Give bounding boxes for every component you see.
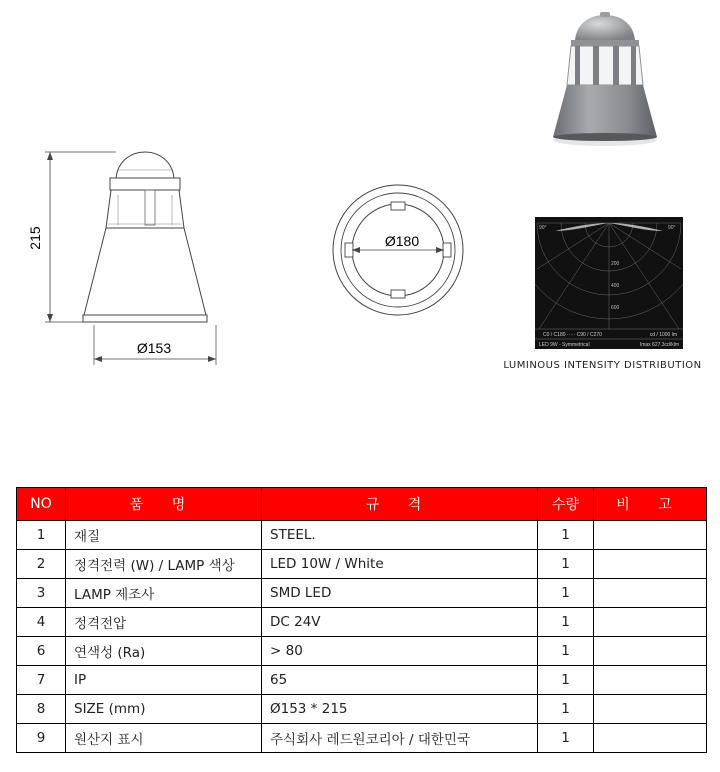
row-name: 정격전력 (W) / LAMP 색상: [66, 550, 262, 579]
row-no: 3: [17, 579, 66, 608]
row-qty: 1: [538, 550, 594, 579]
top-dimension: Ø180: [384, 233, 420, 249]
table-header-row: [17, 488, 707, 521]
row-no: 8: [17, 695, 66, 724]
header-qty: 수량: [538, 488, 594, 521]
row-note: [594, 550, 707, 579]
spec-table: [16, 487, 707, 753]
polar-intensity-diagram: [535, 217, 683, 349]
svg-text:90°: 90°: [539, 225, 547, 231]
side-elevation-drawing: [20, 140, 240, 370]
row-qty: 1: [538, 666, 594, 695]
row-note: [594, 724, 707, 753]
header-name: 품 명: [66, 488, 262, 521]
row-name: IP: [66, 666, 262, 695]
row-note: [594, 579, 707, 608]
row-name: 연색성 (Ra): [66, 637, 262, 666]
table-row: [17, 521, 707, 550]
width-dimension: Ø153: [136, 340, 172, 356]
row-no: 6: [17, 637, 66, 666]
top-view-drawing: [325, 178, 475, 328]
header-no: NO: [17, 488, 66, 521]
table-row: [17, 550, 707, 579]
row-qty: 1: [538, 608, 594, 637]
row-qty: 1: [538, 637, 594, 666]
row-no: 9: [17, 724, 66, 753]
row-note: [594, 608, 707, 637]
svg-text:600: 600: [611, 305, 620, 311]
row-qty: 1: [538, 695, 594, 724]
polar-legend: C0 / C180 ····· C90 / C270: [543, 332, 602, 338]
row-name: 정격전압: [66, 608, 262, 637]
row-no: 2: [17, 550, 66, 579]
row-qty: 1: [538, 724, 594, 753]
row-note: [594, 637, 707, 666]
row-spec: 65: [262, 666, 538, 695]
row-name: 원산지 표시: [66, 724, 262, 753]
polar-units: cd / 1000 lm: [649, 332, 677, 338]
row-note: [594, 666, 707, 695]
polar-footer-left: LED 9W - Symmetrical: [539, 342, 590, 348]
row-spec: SMD LED: [262, 579, 538, 608]
table-row: [17, 724, 707, 753]
row-qty: 1: [538, 579, 594, 608]
row-spec: DC 24V: [262, 608, 538, 637]
row-spec: 주식회사 레드원코리아 / 대한민국: [262, 724, 538, 753]
height-dimension: 215: [27, 226, 43, 250]
row-name: SIZE (mm): [66, 695, 262, 724]
row-no: 1: [17, 521, 66, 550]
row-note: [594, 521, 707, 550]
header-spec: 규 격: [262, 488, 538, 521]
polar-footer-right: Imax 627.3cd/klm: [639, 342, 679, 348]
row-qty: 1: [538, 521, 594, 550]
table-row: [17, 608, 707, 637]
row-note: [594, 695, 707, 724]
table-row: [17, 666, 707, 695]
header-note: 비 고: [594, 488, 707, 521]
table-row: [17, 579, 707, 608]
row-no: 7: [17, 666, 66, 695]
table-row: [17, 695, 707, 724]
product-photo: [535, 10, 675, 150]
polar-caption: LUMINOUS INTENSITY DISTRIBUTION: [503, 360, 702, 371]
row-name: LAMP 제조사: [66, 579, 262, 608]
row-spec: LED 10W / White: [262, 550, 538, 579]
row-no: 4: [17, 608, 66, 637]
table-row: [17, 637, 707, 666]
svg-text:200: 200: [611, 261, 620, 267]
row-spec: Ø153 * 215: [262, 695, 538, 724]
svg-text:400: 400: [611, 283, 620, 289]
row-spec: STEEL.: [262, 521, 538, 550]
row-spec: > 80: [262, 637, 538, 666]
row-name: 재질: [66, 521, 262, 550]
svg-text:90°: 90°: [668, 225, 676, 231]
